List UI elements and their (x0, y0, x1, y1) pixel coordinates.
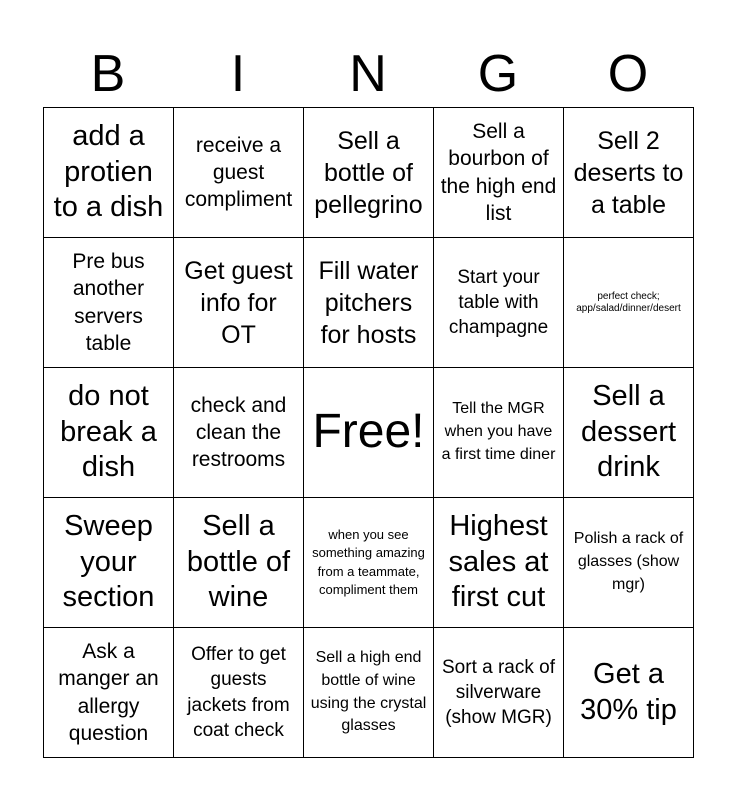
header-letter-i: I (230, 45, 246, 103)
bingo-cell[interactable] (44, 368, 174, 498)
cell-text: Sort a rack of silverware (show MGR) (442, 656, 555, 729)
header-letter-b: B (90, 45, 126, 103)
bingo-cell[interactable] (304, 238, 434, 368)
bingo-cell[interactable] (44, 628, 174, 758)
bingo-cell[interactable] (434, 108, 564, 238)
free-space-text: Free! (312, 405, 425, 459)
cell-text: Get guest info for OT (184, 256, 293, 349)
bingo-cell[interactable] (304, 498, 434, 628)
bingo-cell[interactable] (434, 498, 564, 628)
bingo-cell[interactable] (564, 498, 694, 628)
bingo-header (43, 40, 693, 108)
cell-text: Sell a dessert drink (580, 380, 677, 484)
cell-text: Polish a rack of glasses (show mgr) (573, 530, 684, 593)
bingo-cell[interactable] (564, 628, 694, 758)
bingo-cell[interactable] (564, 368, 694, 498)
cell-text: when you see something amazing from a teammate, compliment them (312, 527, 425, 597)
free-space-cell[interactable] (304, 368, 434, 498)
bingo-cell[interactable] (564, 108, 694, 238)
bingo-cell[interactable] (44, 238, 174, 368)
header-letter-g: G (477, 45, 519, 103)
cell-text: Get a 30% tip (580, 658, 677, 726)
bingo-cell[interactable] (434, 628, 564, 758)
cell-text: do not break a dish (60, 380, 157, 484)
cell-text: Fill water pitchers for hosts (318, 256, 419, 349)
header-letter-n: N (349, 45, 387, 103)
bingo-cell[interactable] (304, 628, 434, 758)
bingo-cell[interactable] (174, 238, 304, 368)
cell-text: add a protien to a dish (53, 120, 164, 224)
bingo-cell[interactable] (44, 498, 174, 628)
bingo-cell[interactable] (174, 628, 304, 758)
bingo-cell[interactable] (174, 108, 304, 238)
cell-text: Ask a manger an allergy question (58, 639, 159, 745)
bingo-cell[interactable] (174, 498, 304, 628)
cell-text: Start your table with champagne (448, 266, 549, 339)
bingo-card-grid (43, 107, 694, 758)
cell-text: check and clean the restrooms (190, 393, 287, 472)
cell-text: receive a guest compliment (184, 133, 293, 212)
cell-text: Sell 2 deserts to a table (573, 126, 684, 219)
cell-text: Sell a high end bottle of wine using the crystal glasses (310, 649, 427, 735)
bingo-cell[interactable] (174, 368, 304, 498)
cell-text: perfect check; app/salad/dinner/desert (576, 291, 681, 314)
cell-text: Sweep your section (62, 510, 155, 614)
bingo-cell[interactable] (434, 368, 564, 498)
bingo-cell[interactable] (564, 238, 694, 368)
bingo-cell[interactable] (44, 108, 174, 238)
cell-text: Highest sales at first cut (448, 510, 549, 614)
header-letter-o: O (607, 45, 649, 103)
cell-text: Pre bus another servers table (72, 249, 145, 355)
cell-text: Offer to get guests jackets from coat check (187, 643, 290, 741)
cell-text: Sell a bottle of wine (186, 510, 291, 614)
bingo-cell[interactable] (434, 238, 564, 368)
cell-text: Sell a bottle of pellegrino (314, 126, 423, 219)
bingo-cell[interactable] (304, 108, 434, 238)
cell-text: Sell a bourbon of the high end list (440, 119, 557, 225)
cell-text: Tell the MGR when you have a first time diner (441, 400, 556, 463)
